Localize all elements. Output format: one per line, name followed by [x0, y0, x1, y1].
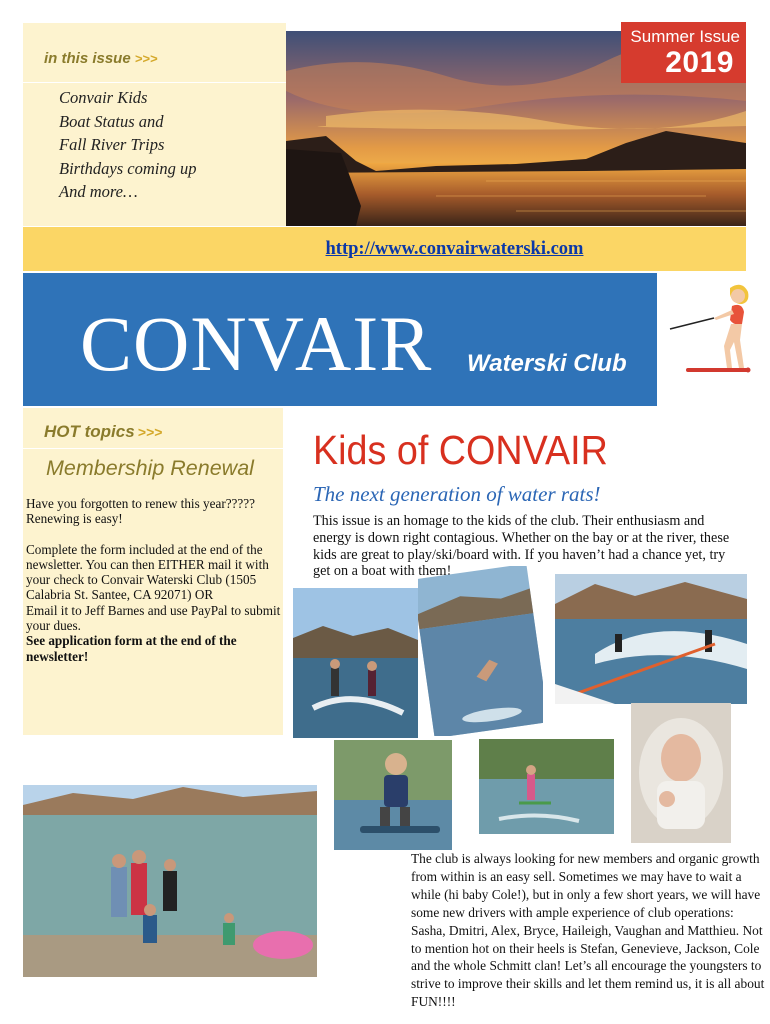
toc-item: Fall River Trips: [59, 135, 165, 154]
waterskier-clipart: [662, 280, 767, 380]
membership-renewal-title: Membership Renewal: [46, 456, 254, 480]
renewal-callout: See application form at the end of the newsletter!: [26, 633, 237, 664]
kids-skiing-photo: [293, 588, 418, 738]
renewal-paragraph: Have you forgotten to renew this year????? Renewing is easy!: [26, 496, 255, 527]
toc-item: Convair Kids: [59, 88, 148, 107]
baby-photo: [631, 703, 731, 843]
article-title: Kids of CONVAIR: [313, 427, 608, 473]
toc-list: [59, 86, 197, 204]
renewal-paragraph: Complete the form included at the end of the newsletter. You can then EITHER mail it with your check to Convair Waterski Club (1505 Calabria St. Santee, CA 92071) OR: [26, 541, 269, 603]
divider: [23, 82, 286, 83]
masthead-title: CONVAIR: [80, 300, 433, 387]
toc-item: And more…: [59, 182, 138, 201]
membership-renewal-body: [26, 496, 281, 664]
kid-backflip-photo: [418, 566, 543, 736]
article-closing: The club is always looking for new members and organic growth from within is an easy sell. Sometimes we may have to wait a while (hi baby Cole!), but in only a few short years, we will have some new drivers with ample experience of club operations: Sasha, Dmitri, Alex, Bryce, Haileigh, Vaughan and Matthieu. Not to mention hot on their heels is Stefan, Genevieve, Jackson, Cole and the whole Schmitt clan! Let’s all encourage the youngsters to strive to improve their skills and let them remind us, it is all about FUN!!!!: [411, 851, 765, 1010]
website-link[interactable]: http://www.convairwaterski.com: [325, 239, 584, 259]
boy-wakeboard-photo: [334, 740, 452, 850]
boat-wake-skiers-photo: [555, 574, 747, 704]
article-body: This issue is an homage to the kids of the club. Their enthusiasm and energy is down right contagious. Whether on the bay or at the river, these kids are great to play/ski/board with. If you haven’t had a chance yet, try get on a boat with them!: [313, 513, 730, 580]
toc-item: Boat Status and: [59, 111, 164, 131]
renewal-paragraph: Email it to Jeff Barnes and use PayPal to submit your dues.: [26, 602, 281, 634]
family-shore-photo: [23, 785, 317, 977]
girl-skiing-photo: [479, 739, 614, 834]
masthead-subtitle: Waterski Club: [467, 350, 627, 377]
hot-topics-heading: HOT topics >>>: [44, 422, 163, 441]
toc-item: Birthdays coming up: [59, 158, 197, 178]
toc-heading: in this issue >>>: [44, 50, 158, 67]
issue-badge: [621, 22, 746, 83]
issue-year: 2019: [665, 46, 734, 79]
divider: [23, 448, 283, 449]
article-subtitle: The next generation of water rats!: [313, 482, 601, 506]
issue-season: Summer Issue: [630, 27, 740, 46]
